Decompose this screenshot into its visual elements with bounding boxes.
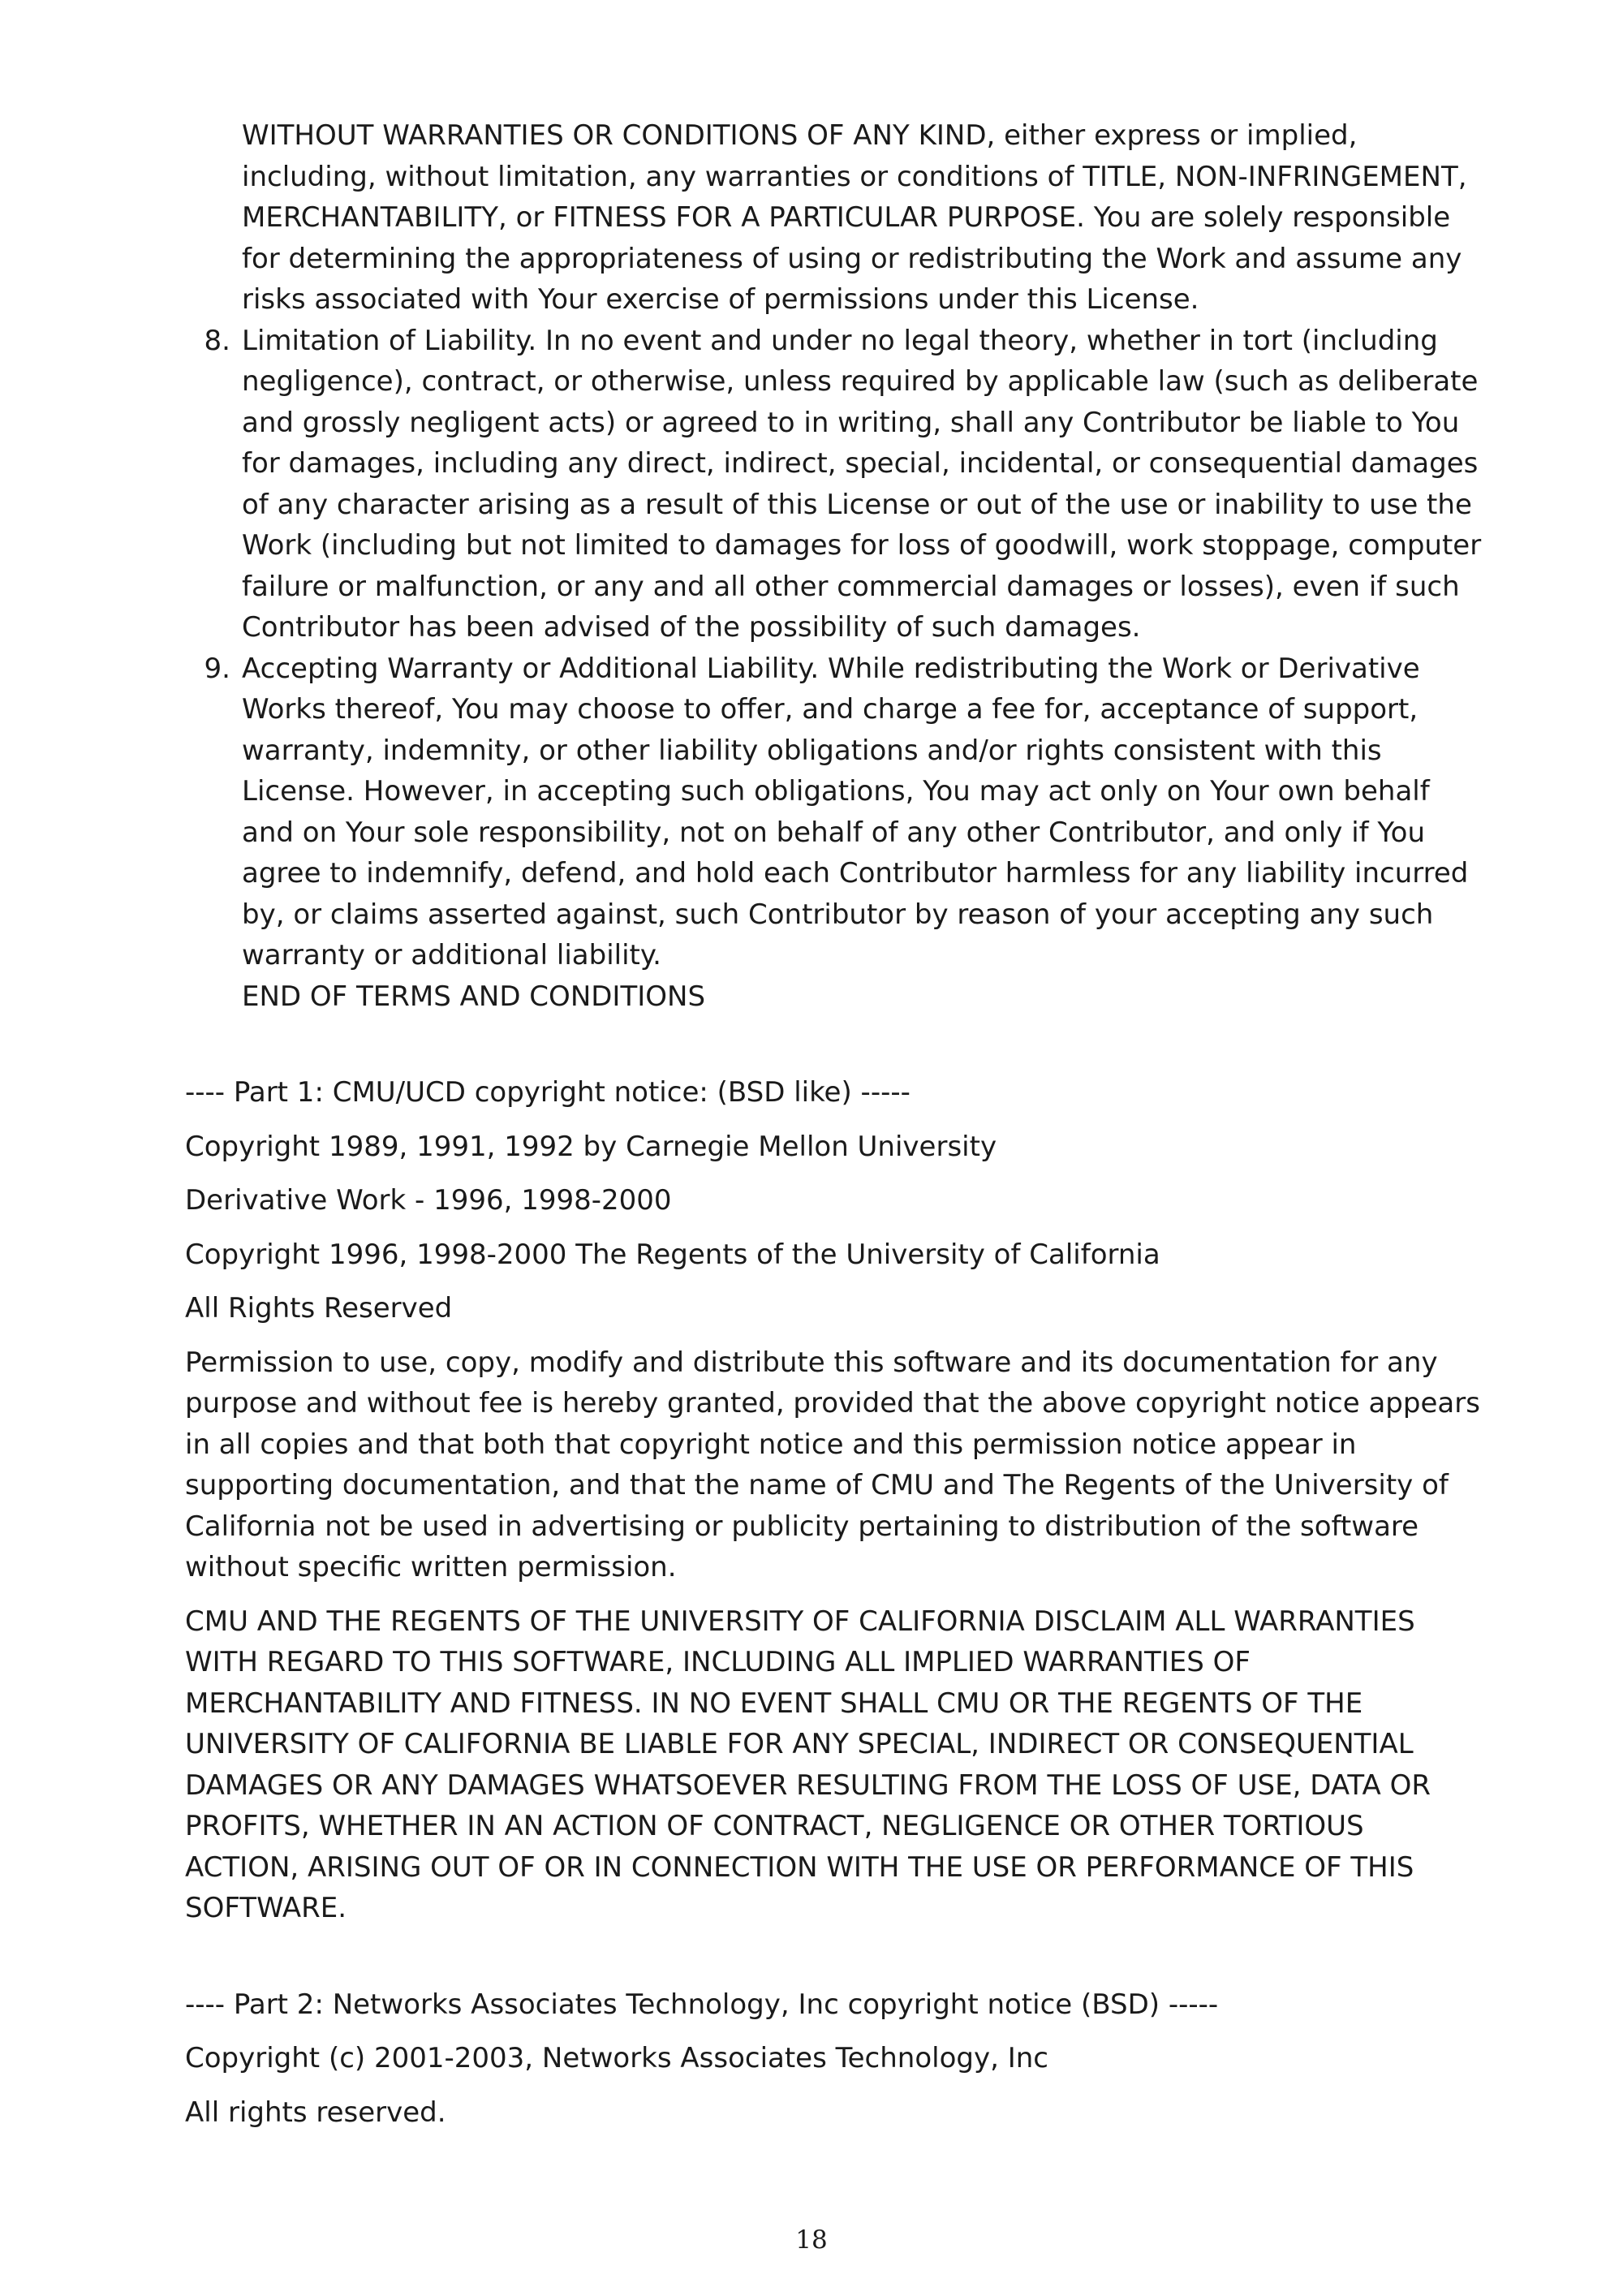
part1-copyright-uc: Copyright 1996, 1998-2000 The Regents of the University of California xyxy=(185,1238,1160,1271)
part1-heading: ---- Part 1: CMU/UCD copyright notice: (BSD like) ----- xyxy=(185,1076,911,1109)
list-item-8 xyxy=(185,321,1483,648)
list-item-text: Limitation of Liability. In no event and under no legal theory, whether in tort (including negligence), contract, or otherwise, unless required by applicable law (such as deliberate and grossly negligent acts) or agreed to in writing, shall any Contributor be liable to You for damages, including any direct, indirect, special, incidental, or consequential damages of any character arising as a result of this License or out of the use or inability to use the Work (including but not limited to damages for loss of goodwill, work stoppage, computer failure or malfunction, or any and all other commercial damages or losses), even if such Contributor has been advised of the possibility of such damages. xyxy=(242,324,1482,644)
part1-derivative-work: Derivative Work - 1996, 1998-2000 xyxy=(185,1184,672,1217)
list-item-9 xyxy=(185,648,1483,976)
section-7-continuation: WITHOUT WARRANTIES OR CONDITIONS OF ANY KIND, either express or implied, including, without limitation, any warranties or conditions of TITLE, NON-INFRINGEMENT, MERCHANTABILITY, or FITNESS FOR A PARTICULAR PURPOSE. You are solely responsible for determining the appropriateness of using or redistributing the Work and assume any risks associated with Your exercise of permissions under this License. xyxy=(242,119,1467,316)
part1-disclaimer: CMU AND THE REGENTS OF THE UNIVERSITY OF CALIFORNIA DISCLAIM ALL WARRANTIES WITH REGARD TO THIS SOFTWARE, INCLUDING ALL IMPLIED WARRANTIES OF MERCHANTABILITY AND FITNESS. IN NO EVENT SHALL CMU OR THE REGENTS OF THE UNIVERSITY OF CALIFORNIA BE LIABLE FOR ANY SPECIAL, INDIRECT OR CONSEQUENTIAL DAMAGES OR ANY DAMAGES WHATSOEVER RESULTING FROM THE LOSS OF USE, DATA OR PROFITS, WHETHER IN AN ACTION OF CONTRACT, NEGLIGENCE OR OTHER TORTIOUS ACTION, ARISING OUT OF OR IN CONNECTION WITH THE USE OR PERFORMANCE OF THIS SOFTWARE. xyxy=(185,1605,1431,1924)
page-content xyxy=(185,115,1483,2133)
list-number: 9. xyxy=(204,652,230,685)
list-item-text: Accepting Warranty or Additional Liability. While redistributing the Work or Derivative Works thereof, You may choose to offer, and charge a fee for, acceptance of support, warranty, indemnity, or other liability obligations and/or rights consistent with this License. However, in accepting such obligations, You may act only on Your own behalf and on Your sole responsibility, not on behalf of any other Contributor, and only if You agree to indemnify, defend, and hold each Contributor harmless for any liability incurred by, or claims asserted against, such Contributor by reason of your accepting any such warranty or additional liability. xyxy=(242,652,1469,971)
part2-rights-reserved: All rights reserved. xyxy=(185,2096,446,2129)
part2-copyright: Copyright (c) 2001-2003, Networks Associates Technology, Inc xyxy=(185,2042,1048,2074)
list-number: 8. xyxy=(204,324,230,357)
end-of-terms: END OF TERMS AND CONDITIONS xyxy=(242,980,706,1013)
part1-permission-notice: Permission to use, copy, modify and distribute this software and its documentation for any purpose and without fee is hereby granted, provided that the above copyright notice appears in all copies and that both that copyright notice and this permission notice appear in supporting documentation, and that the name of CMU and The Regents of the University of California not be used in advertising or publicity pertaining to distribution of the software without specific written permission. xyxy=(185,1346,1480,1583)
page-number: 18 xyxy=(795,2225,828,2255)
part2-heading: ---- Part 2: Networks Associates Technology, Inc copyright notice (BSD) ----- xyxy=(185,1988,1219,2021)
part1-copyright-cmu: Copyright 1989, 1991, 1992 by Carnegie Mellon University xyxy=(185,1130,997,1163)
part1-rights-reserved: All Rights Reserved xyxy=(185,1292,453,1325)
